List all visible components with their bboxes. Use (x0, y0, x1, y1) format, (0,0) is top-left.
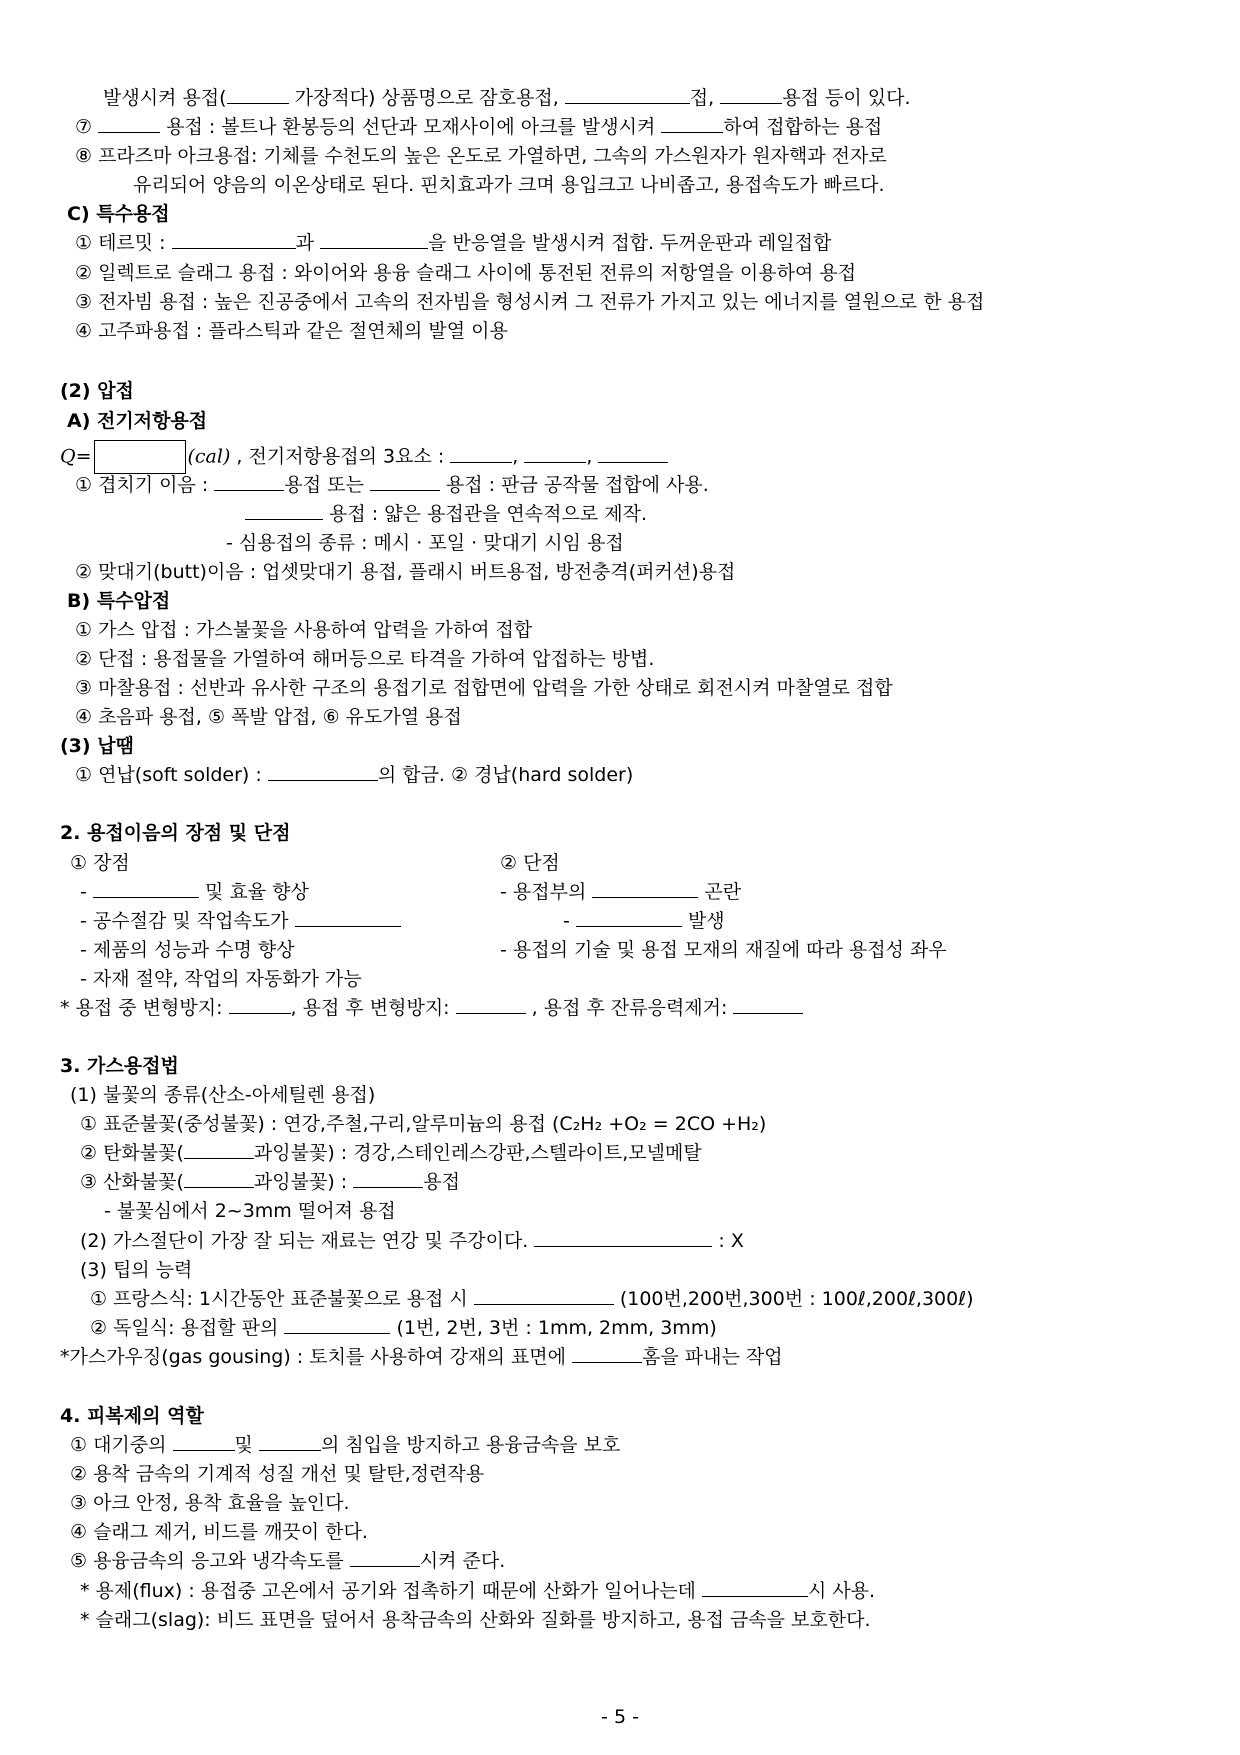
section-heading (67, 408, 207, 434)
answer-blank[interactable] (259, 1432, 321, 1451)
text-line (75, 559, 735, 585)
text-segment: ③ 산화불꽃( (80, 1171, 184, 1193)
answer-blank[interactable] (245, 501, 323, 520)
text-segment: ⑧ 프라즈마 아크용접: 기체를 수천도의 높은 온도로 가열하면, 그속의 가스원자가 원자핵과 전자로 (75, 145, 887, 167)
text-line (70, 1490, 350, 1516)
text-segment: 3. 가스용접법 (60, 1055, 179, 1077)
text-segment: ② 탄화불꽃( (80, 1142, 184, 1164)
answer-blank[interactable] (661, 114, 723, 133)
text-line (500, 937, 947, 963)
answer-blank[interactable] (576, 908, 682, 927)
text-segment: (2) 압접 (60, 380, 134, 402)
text-line (80, 1607, 871, 1633)
text-line (75, 646, 654, 672)
text-line (75, 617, 532, 643)
text-segment: 용접 (423, 1171, 460, 1193)
answer-blank[interactable] (320, 230, 428, 249)
text-line (563, 908, 725, 934)
text-segment: (1번, 2번, 3번 : 1mm, 2mm, 3mm) (390, 1317, 717, 1339)
answer-blank[interactable] (450, 444, 512, 463)
text-segment: ② 단접 : 용접물을 가열하여 해머등으로 타격을 가하여 압접하는 방볍. (75, 648, 655, 670)
text-segment: 유리되어 양음의 이온상태로 된다. 핀치효과가 크며 용입크고 나비좁고, 용접속도가 빠르다. (133, 174, 885, 196)
text-segment: 시 사용. (807, 1580, 876, 1602)
text-line (70, 1548, 505, 1574)
text-segment: ② 맞대기(butt)이음 : 업셋맞대기 용접, 플래시 버트용접, 방전충격(퍼커션)용접 (75, 561, 736, 583)
text-line (75, 318, 508, 344)
text-segment: ① 프랑스식: 1시간동안 표준불꽃으로 용접 시 (90, 1288, 474, 1310)
answer-blank[interactable] (474, 1286, 614, 1305)
text-segment: - 용접의 기술 및 용접 모재의 재질에 따라 용접성 좌우 (500, 939, 947, 961)
text-segment: - 심용접의 종류 : 메시 · 포일 · 맞대기 시임 용접 (226, 532, 624, 554)
text-segment: ④ 초음파 용접, ⑤ 폭발 압접, ⑥ 유도가열 용접 (75, 706, 462, 728)
text-segment: 발생시켜 용접( (103, 87, 227, 109)
formula-answer-box[interactable] (94, 440, 186, 474)
answer-blank[interactable] (93, 879, 199, 898)
text-segment: *가스가우징(gas gousing) : 토치를 사용하여 강재의 표면에 (60, 1346, 572, 1368)
text-segment: (3) 납땜 (60, 735, 134, 757)
answer-blank[interactable] (598, 444, 668, 463)
text-line (80, 1578, 875, 1604)
text-line (500, 850, 560, 876)
text-line (226, 530, 624, 556)
text-segment: 의 합금. ② 경납(hard solder) (377, 764, 634, 786)
answer-blank[interactable] (173, 1432, 235, 1451)
text-segment: 용접 : 볼트나 환봉등의 선단과 모재사이에 아크를 발생시켜 (160, 116, 662, 138)
text-line (80, 937, 295, 963)
text-segment: 과 (295, 232, 321, 254)
text-line (75, 289, 984, 315)
answer-blank[interactable] (572, 1344, 642, 1363)
text-segment: - 용접부의 (500, 881, 593, 903)
text-segment: 접, (689, 87, 721, 109)
answer-blank[interactable] (524, 444, 586, 463)
text-segment: 용접 등이 있다. (782, 87, 911, 109)
text-segment: ④ 고주파용접 : 플라스틱과 같은 절연체의 발열 이용 (75, 320, 508, 342)
text-segment: , 용접 후 잔류응력제거: (525, 997, 734, 1019)
section-heading (60, 1053, 179, 1079)
text-segment: 의 침입을 방지하고 용융금속을 보호 (320, 1434, 621, 1456)
text-segment: ① 대기중의 (70, 1434, 173, 1456)
answer-blank[interactable] (592, 879, 698, 898)
text-line (80, 1169, 460, 1195)
text-line (245, 501, 647, 527)
text-segment: ③ 아크 안정, 용착 효율을 높인다. (70, 1492, 350, 1514)
section-heading (67, 201, 170, 227)
text-segment: ① 연납(soft solder) : (75, 764, 268, 786)
text-segment: ③ 전자빔 용접 : 높은 진공중에서 고속의 전자빔을 형성시켜 그 전류가 가지고 있는 에너지를 열원으로 한 용접 (75, 291, 985, 313)
answer-blank[interactable] (353, 1169, 423, 1188)
text-segment: : X (712, 1230, 744, 1252)
text-segment: * 용제(flux) : 용접중 고온에서 공기와 접촉하기 때문에 산화가 일어나는데 (80, 1580, 702, 1602)
text-line (75, 114, 882, 140)
text-segment: 용접 또는 (284, 474, 370, 496)
text-line (133, 172, 885, 198)
text-segment: (1) 불꽃의 종류(산소-아세틸렌 용접) (70, 1084, 376, 1106)
text-line (70, 1461, 484, 1487)
text-segment: 2. 용접이음의 장점 및 단점 (60, 822, 291, 844)
text-segment: C) 특수용접 (67, 203, 170, 225)
text-segment: 가장적다) 상품명으로 잠호용접, (288, 87, 565, 109)
text-line (70, 1082, 375, 1108)
text-segment: 용접 : 얇은 용접관을 연속적으로 제작. (323, 503, 647, 525)
text-segment: ⑤ 용융금속의 응고와 냉각속도를 (70, 1550, 350, 1572)
text-segment: ① 테르밋 : (75, 232, 172, 254)
text-segment: ② 용착 금속의 기계적 성질 개선 및 탈탄,정련작용 (70, 1463, 485, 1485)
text-segment: ② 단점 (500, 852, 560, 874)
page-number: - 5 - (601, 1706, 639, 1728)
formula-q: Q= (60, 445, 92, 468)
text-segment: , 전기저항용접의 3요소 : (230, 445, 451, 468)
answer-blank[interactable] (268, 762, 378, 781)
answer-blank[interactable] (172, 230, 296, 249)
text-segment: ① 가스 압접 : 가스불꽃을 사용하여 압력을 가하여 접합 (75, 619, 533, 641)
text-line (60, 440, 668, 474)
text-line (103, 85, 910, 111)
answer-blank[interactable] (184, 1140, 254, 1159)
text-line (80, 1140, 702, 1166)
text-segment: 을 반응열을 발생시켜 접합. 두꺼운판과 레일접합 (428, 232, 832, 254)
answer-blank[interactable] (227, 85, 289, 104)
text-segment: 홈을 파내는 작업 (642, 1346, 783, 1368)
text-segment: - 제품의 성능과 수명 향상 (80, 939, 295, 961)
text-line (80, 966, 362, 992)
text-line (80, 879, 309, 905)
text-segment: 및 효율 향상 (198, 881, 309, 903)
answer-blank[interactable] (229, 995, 291, 1014)
answer-blank[interactable] (295, 908, 401, 927)
text-segment: 시켜 준다. (419, 1550, 506, 1572)
text-segment: 과잉불꽃) : (253, 1171, 354, 1193)
text-segment: ② 독일식: 용접할 판의 (90, 1317, 285, 1339)
text-line (70, 850, 130, 876)
text-segment: (2) 가스절단이 가장 잘 되는 재료는 연강 및 주강이다. (80, 1230, 535, 1252)
text-segment: 4. 피복제의 역할 (60, 1405, 204, 1427)
text-line (70, 1432, 620, 1458)
text-line (75, 230, 831, 256)
text-line (80, 1257, 192, 1283)
text-segment: - (563, 910, 576, 932)
text-segment: - 자재 절약, 작업의 자동화가 가능 (80, 968, 362, 990)
text-segment: ② 일렉트로 슬래그 용접 : 와이어와 용융 슬래그 사이에 통전된 전류의 저항열을 이용하여 용접 (75, 262, 857, 284)
text-segment: 곤란 (698, 881, 742, 903)
text-segment: 과잉불꽃) : 경강,스테인레스강판,스텔라이트,모넬메탈 (253, 1142, 702, 1164)
section-heading (60, 820, 290, 846)
formula-unit: (cal) (187, 445, 231, 468)
text-line (80, 908, 401, 934)
answer-blank[interactable] (284, 1315, 390, 1334)
text-line (70, 1519, 368, 1545)
text-segment: A) 전기저항용접 (67, 410, 208, 432)
text-segment: , (512, 445, 525, 468)
text-line (75, 704, 462, 730)
text-segment: 및 (234, 1434, 259, 1456)
text-line (60, 1344, 783, 1370)
text-line (75, 762, 633, 788)
text-line (500, 879, 741, 905)
section-heading (60, 378, 134, 404)
text-line (60, 995, 803, 1021)
answer-blank[interactable] (702, 1578, 808, 1597)
text-segment: ① 장점 (70, 852, 130, 874)
text-line (80, 1111, 766, 1137)
text-segment: , (586, 445, 599, 468)
text-segment: (100번,200번,300번 : 100ℓ,200ℓ,300ℓ) (613, 1288, 974, 1310)
answer-blank[interactable] (370, 472, 440, 491)
text-segment: ⑦ (75, 116, 99, 138)
answer-blank[interactable] (350, 1548, 420, 1567)
text-segment: * 슬래그(slag): 비드 표면을 덮어서 용착금속의 산화와 질화를 방지하고, 용접 금속을 보호한다. (80, 1609, 871, 1631)
text-segment: ④ 슬래그 제거, 비드를 깨끗이 한다. (70, 1521, 368, 1543)
text-segment: ③ 마찰용접 : 선반과 유사한 구조의 용접기로 접합면에 압력을 가한 상태로 회전시켜 마찰열로 접합 (75, 677, 893, 699)
section-heading (60, 733, 134, 759)
text-line (104, 1198, 396, 1224)
answer-blank[interactable] (98, 114, 160, 133)
text-segment: - 불꽃심에서 2~3mm 떨어져 용접 (104, 1200, 396, 1222)
answer-blank[interactable] (534, 1228, 712, 1247)
text-segment: 용접 : 판금 공작물 접합에 사용. (439, 474, 709, 496)
text-segment: , 용접 후 변형방지: (290, 997, 456, 1019)
answer-blank[interactable] (184, 1169, 254, 1188)
text-line (75, 260, 856, 286)
text-segment: ① 표준불꽃(중성불꽃) : 연강,주철,구리,알루미늄의 용접 (C₂H₂ +O₂ = 2CO +H₂) (80, 1113, 767, 1135)
text-line (90, 1315, 717, 1341)
text-line (75, 472, 709, 498)
text-segment: 하여 접합하는 용접 (723, 116, 883, 138)
text-line (75, 143, 887, 169)
answer-blank[interactable] (565, 85, 690, 104)
section-heading (67, 588, 170, 614)
answer-blank[interactable] (720, 85, 782, 104)
text-segment: B) 특수압접 (67, 590, 171, 612)
text-segment: - (80, 881, 93, 903)
section-heading (60, 1403, 204, 1429)
answer-blank[interactable] (214, 472, 284, 491)
answer-blank[interactable] (456, 995, 526, 1014)
text-line (80, 1228, 744, 1254)
text-line (90, 1286, 973, 1312)
text-line (75, 675, 893, 701)
answer-blank[interactable] (733, 995, 803, 1014)
text-segment: (3) 팁의 능력 (80, 1259, 193, 1281)
text-segment: - 공수절감 및 작업속도가 (80, 910, 295, 932)
text-segment: ① 겹치기 이음 : (75, 474, 215, 496)
text-segment: * 용접 중 변형방지: (60, 997, 229, 1019)
text-segment: 발생 (681, 910, 725, 932)
